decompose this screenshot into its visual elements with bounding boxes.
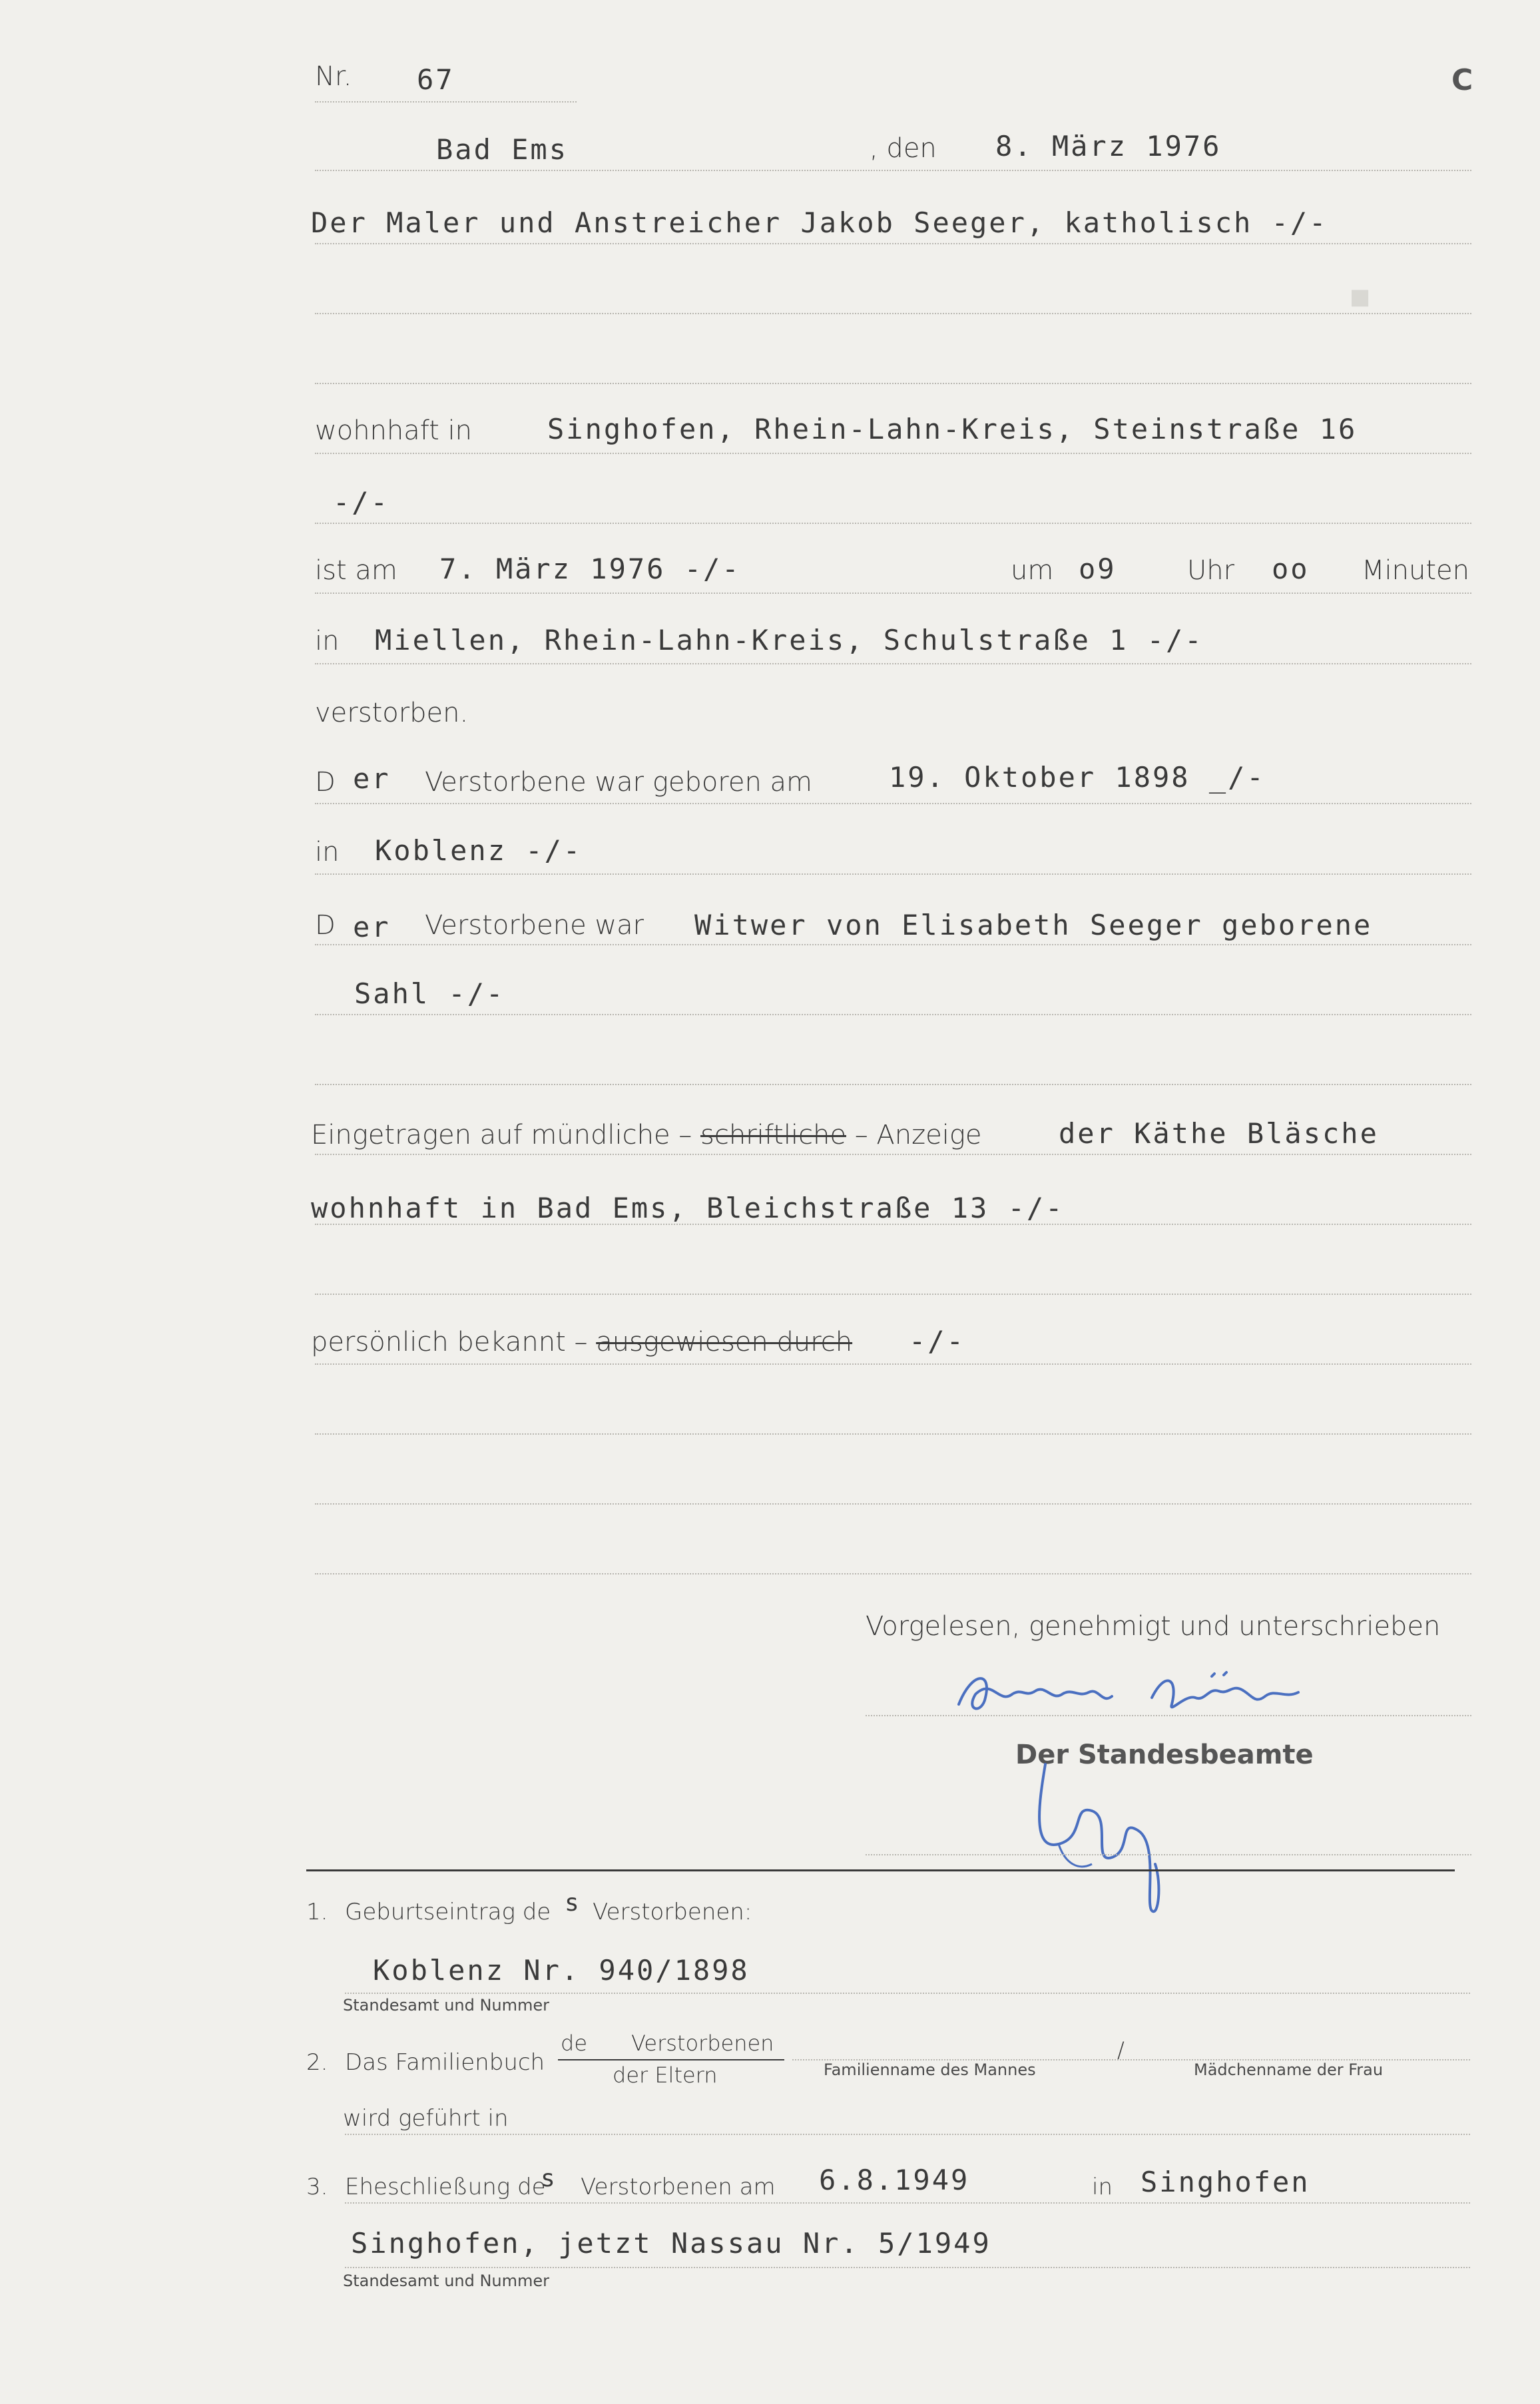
birth-place-line: [315, 873, 1471, 875]
known-struck: ausgewiesen durch: [596, 1327, 853, 1357]
verstorben-label: verstorben.: [315, 698, 469, 728]
death-place-line: [315, 663, 1471, 664]
residence-cont: -/-: [333, 486, 389, 519]
signature-line-2: [866, 1854, 1471, 1855]
known-line-1: [315, 1363, 1471, 1365]
signature-line-1: [866, 1715, 1471, 1716]
item2-eltern: der Eltern: [613, 2062, 718, 2088]
known-line: [311, 1327, 852, 1357]
death-date-label: ist am: [315, 555, 397, 586]
marital-label: Verstorbene war: [425, 910, 644, 941]
item3-value-line: [345, 2267, 1470, 2268]
report-suffix: – Anzeige: [854, 1120, 982, 1150]
uhr-label: Uhr: [1187, 555, 1235, 586]
item3-date: 6.8.1949: [819, 2164, 970, 2196]
residence-label: wohnhaft in: [315, 415, 472, 446]
reporter-name: der Käthe Bläsche: [1059, 1117, 1379, 1150]
item1-value: Koblenz Nr. 940/1898: [373, 1954, 750, 1987]
description-line-2: [315, 313, 1471, 314]
nr-line: [315, 101, 577, 103]
description-line-1: [315, 243, 1471, 244]
item1-s: s: [565, 1889, 581, 1917]
report-line-2: [315, 1224, 1471, 1225]
known-line-2: [315, 1433, 1471, 1435]
item2-fraction-line: [558, 2059, 784, 2060]
report-line-1: [315, 1154, 1471, 1155]
item3-caption: Standesamt und Nummer: [343, 2272, 550, 2290]
marital-blank-line: [315, 1084, 1471, 1085]
corner-letter: C: [1451, 63, 1473, 97]
known-line-3: [315, 1503, 1471, 1505]
item2-kept-line: [345, 2134, 1470, 2135]
item2-caption-left: Familienname des Mannes: [824, 2060, 1036, 2079]
bleed-through-text: ■: [1352, 280, 1369, 312]
footer-separator: [306, 1869, 1455, 1871]
item1-number: 1.: [306, 1899, 328, 1925]
residence-cont-line: [315, 523, 1471, 524]
item1-line: [345, 1993, 1470, 1994]
item3-place: Singhofen: [1141, 2166, 1310, 2198]
item3-label: Eheschließung de: [345, 2174, 546, 2200]
entry-place: Bad Ems: [436, 133, 569, 166]
marital-line: [315, 944, 1471, 945]
marital-status-cont: Sahl -/-: [354, 977, 505, 1010]
marital-er-label: er: [353, 911, 391, 943]
known-prefix: persönlich bekannt –: [311, 1327, 588, 1357]
birth-date-line: [315, 803, 1471, 804]
item3-line: [345, 2202, 1470, 2204]
death-time-line: [315, 593, 1471, 594]
birth-er-label: er: [353, 762, 391, 795]
report-prefix: Eingetragen auf mündliche –: [311, 1120, 692, 1150]
residence-value: Singhofen, Rhein-Lahn-Kreis, Steinstraße 16: [547, 413, 1358, 445]
description-line-3: [315, 383, 1471, 384]
nr-label: Nr.: [315, 61, 352, 92]
date-label: , den: [870, 133, 937, 164]
known-suffix: -/-: [909, 1325, 965, 1357]
birth-label: Verstorbene war geboren am: [425, 767, 813, 798]
read-approved-label: Vorgelesen, genehmigt und unterschrieben: [866, 1611, 1441, 1642]
birth-date: 19. Oktober 1898 _/-: [889, 761, 1266, 794]
residence-line: [315, 453, 1471, 454]
report-line-3: [315, 1294, 1471, 1295]
item3-in-label: in: [1092, 2174, 1113, 2200]
item3-value: Singhofen, jetzt Nassau Nr. 5/1949: [351, 2227, 991, 2260]
birth-d-label: D: [315, 767, 336, 798]
death-minute: oo: [1272, 553, 1310, 585]
item1-label: Geburtseintrag de: [345, 1899, 551, 1925]
item3-label2: Verstorbenen am: [581, 2174, 776, 2200]
item2-caption-right: Mädchenname der Frau: [1194, 2060, 1384, 2079]
reporter-address: wohnhaft in Bad Ems, Bleichstraße 13 -/-: [311, 1192, 1065, 1224]
um-label: um: [1011, 555, 1054, 586]
item1-caption: Standesamt und Nummer: [343, 1996, 550, 2015]
item2-slash: /: [1117, 2037, 1125, 2062]
registrar-signature-icon: [1019, 1751, 1178, 1924]
reporter-signature-icon: [945, 1658, 1358, 1738]
item3-number: 3.: [306, 2174, 328, 2200]
report-struck: schriftliche: [700, 1120, 846, 1150]
death-date: 7. März 1976 -/-: [439, 553, 741, 585]
item2-de: de: [561, 2031, 587, 2056]
item1-label2: Verstorbenen:: [593, 1899, 752, 1925]
nr-value: 67: [417, 63, 455, 96]
minuten-label: Minuten: [1362, 555, 1469, 586]
marital-d-label: D: [315, 910, 336, 941]
death-in-label: in: [315, 626, 340, 656]
item3-s: s: [541, 2165, 557, 2192]
birth-in-label: in: [315, 837, 340, 867]
marital-cont-line: [315, 1014, 1471, 1015]
item2-number: 2.: [306, 2049, 328, 2076]
item2-kept-label: wird geführt in: [343, 2105, 509, 2132]
report-line: [311, 1120, 981, 1150]
place-date-line: [315, 170, 1471, 171]
entry-date: 8. März 1976: [995, 130, 1222, 162]
death-place: Miellen, Rhein-Lahn-Kreis, Schulstraße 1 -/-: [375, 624, 1204, 656]
deceased-description: Der Maler und Anstreicher Jakob Seeger, katholisch -/-: [311, 206, 1328, 239]
known-line-4: [315, 1573, 1471, 1574]
marital-status: Witwer von Elisabeth Seeger geborene: [694, 909, 1373, 941]
official-label: Der Standesbeamte: [1015, 1740, 1314, 1770]
item2-label: Das Familienbuch: [345, 2049, 545, 2076]
item2-verstorbenen: Verstorbenen: [631, 2031, 774, 2056]
death-hour: o9: [1079, 553, 1117, 585]
birth-place: Koblenz -/-: [375, 834, 583, 867]
